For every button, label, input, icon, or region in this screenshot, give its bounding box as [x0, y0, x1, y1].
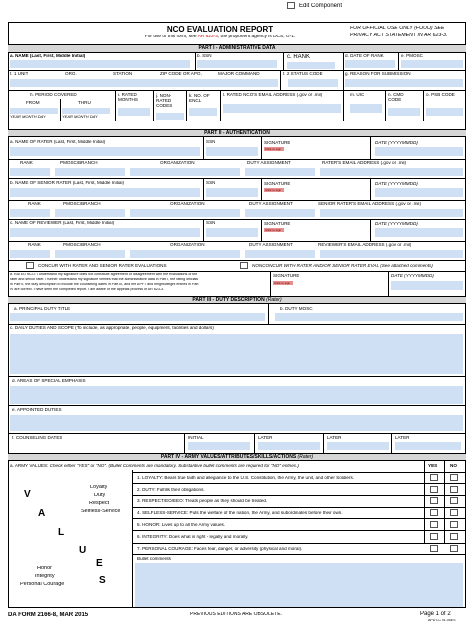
- loyalty-no-checkbox[interactable]: [450, 474, 458, 481]
- value-item-honor: 5. HONOR: Lives up to all the Army values.: [137, 523, 226, 527]
- integrity-yes-checkbox[interactable]: [430, 533, 438, 540]
- value-item-selfless: 4. SELFLESS-SERVICE: Puts the welfare of the nation, the Army, and subordinates before their own.: [137, 511, 343, 515]
- cmd-code-label: n. CMD CODE: [388, 93, 404, 102]
- reviewer-date-field[interactable]: [375, 228, 463, 237]
- value-item-duty: 2. DUTY: Fulfills their obligations.: [137, 488, 205, 492]
- status-code-label: f. 2 STATUS CODE: [283, 72, 323, 76]
- senior-duty-field[interactable]: [245, 209, 315, 217]
- duty-no-checkbox[interactable]: [450, 486, 458, 493]
- integrity-no-checkbox[interactable]: [450, 533, 458, 540]
- reviewer-rank-field[interactable]: [10, 250, 50, 258]
- duty-mosc-field[interactable]: [275, 313, 463, 321]
- rated-email-field[interactable]: [223, 104, 341, 113]
- later-label-2: LATER: [327, 436, 342, 440]
- zip-label: ZIP CODE OR APO,: [160, 72, 202, 76]
- name-label: a. NAME (Last, First, Middle Initial): [10, 54, 86, 58]
- part2-header: PART II - AUTHENTICATION: [8, 129, 466, 137]
- emphasis-label: d. AREAS OF SPECIAL EMPHASIS: [12, 379, 86, 383]
- reviewer-ssn-field[interactable]: [206, 228, 258, 237]
- duty-title-field[interactable]: [10, 313, 265, 321]
- rated-name-field[interactable]: [10, 60, 190, 68]
- values-letter-u: U: [79, 545, 87, 556]
- appointed-label: e. APPOINTED DUTIES: [12, 408, 62, 412]
- rater-name-label: a. NAME OF RATER (Last, First, Middle Initial): [10, 140, 106, 144]
- duty-word: Duty: [94, 493, 106, 498]
- reviewer-date-label: DATE (YYYYMMDD): [375, 222, 418, 226]
- courage-word: Personal Courage: [20, 582, 65, 587]
- form-number: DA FORM 2166-8, MAR 2015: [8, 612, 89, 618]
- senior-org-label: ORGANIZATION: [170, 202, 205, 206]
- part1-header: PART I - ADMINISTRATIVE DATA: [8, 44, 466, 52]
- reason-label: g. REASON FOR SUBMISSION: [345, 72, 411, 76]
- major-command-label: MAJOR COMMAND: [218, 72, 260, 76]
- rated-months-field[interactable]: [118, 108, 150, 116]
- integrity-word: Integrity: [35, 574, 55, 579]
- station-label: STATION: [113, 72, 133, 76]
- rank-field[interactable]: [287, 62, 335, 69]
- senior-signature-field[interactable]: Click to sign: [264, 188, 284, 192]
- rated-statement-line3: in Part II, the duty description to include the counseling dates in Part III, and the APFT and height/weight entries in Part: [10, 283, 199, 286]
- senior-email-field[interactable]: [320, 209, 463, 217]
- army-values-instruction: a. ARMY VALUES: Check either "YES" or "NO". (Bullet Comments are mandatory. Substantive bullet comments are required for "NO" entries.): [10, 464, 299, 468]
- reviewer-name-field[interactable]: [10, 228, 200, 237]
- value-item-loyalty: 1. LOYALTY: Bears true faith and allegiance to the U.S. Constitution, the Army, the unit, and other Soldiers.: [137, 476, 355, 480]
- reviewer-org-label: ORGANIZATION: [170, 243, 205, 247]
- date-of-rank-field[interactable]: [345, 60, 395, 68]
- part3-header: PART III - DUTY DESCRIPTION (Rater): [8, 296, 466, 304]
- rated-statement-line4: IV are correct. I have seen the completed report. I am aware of the appeals process of AR 623-3.: [10, 288, 165, 291]
- rated-signature-label: SIGNATURE: [273, 274, 300, 278]
- senior-email-label: SENIOR RATER'S EMAIL ADDRESS (.gov or .mil): [318, 202, 421, 206]
- rater-rank-label: RANK: [20, 161, 33, 165]
- rater-signature-field[interactable]: Click to sign: [264, 147, 284, 151]
- value-item-integrity: 6. INTEGRITY: Does what is right - legally and morally.: [137, 535, 249, 539]
- thru-format: YEAR MONTH DAY: [62, 115, 98, 119]
- rater-name-field[interactable]: [10, 147, 200, 156]
- honor-no-checkbox[interactable]: [450, 521, 458, 528]
- duty-mosc-label: b. DUTY MOSC: [280, 307, 313, 311]
- rater-org-label: ORGANIZATION: [160, 161, 195, 165]
- values-letter-l: L: [58, 527, 65, 538]
- loyalty-word: Loyalty: [90, 485, 108, 490]
- respect-no-checkbox[interactable]: [450, 497, 458, 504]
- scope-label: c. DAILY DUTIES AND SCOPE (To include, as appropriate, people, equipment, facilities and dollars): [10, 326, 214, 330]
- reviewer-pmosc-label: PMOSC/BRANCH: [63, 243, 101, 247]
- no-header: NO: [450, 464, 457, 468]
- selfless-word: Selfless-Service: [81, 509, 121, 514]
- reviewer-signature-label: SIGNATURE: [264, 222, 291, 226]
- duty-title-label: a. PRINCIPAL DUTY TITLE: [14, 307, 71, 311]
- rated-signature-field[interactable]: Click to sign: [273, 281, 293, 285]
- initial-date-field[interactable]: [188, 442, 250, 450]
- initial-label: INITIAL: [188, 436, 204, 440]
- senior-date-label: DATE (YYYYMMDD): [375, 182, 418, 186]
- rater-date-label: DATE (YYYYMMDD): [375, 141, 418, 145]
- later-date-field-3[interactable]: [395, 442, 461, 450]
- nonrated-codes-label: j. NON- RATED CODES: [156, 93, 173, 109]
- reviewer-email-label: REVIEWER'S EMAIL ADDRESS (.gov or .mil): [318, 243, 412, 247]
- senior-rank-label: RANK: [28, 202, 41, 206]
- reviewer-signature-field[interactable]: Click to sign: [264, 228, 284, 232]
- nonconcur-label: NONCONCUR WITH RATER AND/OR SENIOR RATER EVAL (See attached comments): [252, 264, 433, 268]
- loyalty-yes-checkbox[interactable]: [430, 474, 438, 481]
- counseling-label: f. COUNSELING DATES: [12, 436, 63, 440]
- later-label-1: LATER: [258, 436, 273, 440]
- rater-pmosc-field[interactable]: [55, 168, 125, 176]
- nonconcur-checkbox[interactable]: [240, 262, 248, 269]
- respect-word: Respect: [89, 501, 110, 506]
- senior-ssn-label: SSN: [206, 181, 216, 185]
- values-letter-e: E: [96, 558, 103, 569]
- ssn-label: b. SSN: [197, 54, 212, 58]
- honor-yes-checkbox[interactable]: [430, 521, 438, 528]
- courage-no-checkbox[interactable]: [450, 545, 458, 552]
- psb-code-label: o. PSB CODE: [426, 93, 455, 97]
- senior-rank-field[interactable]: [10, 209, 50, 217]
- senior-pmosc-field[interactable]: [55, 209, 125, 217]
- rater-signature-label: SIGNATURE: [264, 141, 291, 145]
- values-letter-s: S: [99, 575, 106, 586]
- unit-label: f. 1 UNIT: [10, 72, 29, 76]
- later-date-field-2[interactable]: [327, 442, 389, 450]
- senior-name-field[interactable]: [10, 188, 200, 197]
- reviewer-pmosc-field[interactable]: [55, 250, 125, 258]
- senior-pmosc-label: PMOSC/BRANCH: [63, 202, 101, 206]
- pmosc-label: e. PMOSC: [401, 54, 423, 58]
- rater-date-field[interactable]: [375, 147, 463, 156]
- part4-header: PART IV - ARMY VALUES/ATTRIBUTES/SKILLS/ACTIONS (Rater): [8, 453, 466, 461]
- rated-date-field[interactable]: [391, 281, 463, 290]
- official-use-line2: PRIVACY ACT STATEMENT IN AR 623-3.: [350, 33, 448, 38]
- respect-yes-checkbox[interactable]: [430, 497, 438, 504]
- page-number: Page 1 of 2: [420, 611, 451, 617]
- courage-yes-checkbox[interactable]: [430, 545, 438, 552]
- honor-word: Honor: [37, 566, 52, 571]
- yes-header: YES: [428, 464, 438, 468]
- cmd-code-field[interactable]: [388, 108, 420, 116]
- duty-yes-checkbox[interactable]: [430, 486, 438, 493]
- rank-label: c. RANK: [287, 54, 311, 60]
- reviewer-rank-label: RANK: [28, 243, 41, 247]
- from-field[interactable]: [10, 108, 58, 114]
- nonrated-codes-field[interactable]: [156, 113, 184, 120]
- thru-label: THRU: [78, 101, 91, 105]
- appointed-field[interactable]: [10, 415, 463, 431]
- uic-field[interactable]: [350, 104, 382, 113]
- rater-pmosc-label: PMOSC/BRANCH: [60, 161, 98, 165]
- rated-statement-line2: rater and senior rater. I further understand my signature verifies that the administrative data in Part I, the rating officials: [10, 278, 199, 281]
- rated-email-label: l. RATED NCO'S EMAIL ADDRESS (.gov or .mil): [223, 93, 323, 97]
- scope-field[interactable]: [10, 334, 463, 374]
- value-item-respect: 3. RESPECT/EO/EEO: Treats people as they should be treated.: [137, 499, 268, 503]
- concur-label: CONCUR WITH RATER AND SENIOR RATER EVALUATIONS: [38, 264, 167, 268]
- later-label-3: LATER: [395, 436, 410, 440]
- version-label: APD LC v1.05ES: [428, 619, 456, 622]
- reviewer-name-label: c. NAME OF REVIEWER (Last, First, Middle Initial): [10, 221, 115, 225]
- reviewer-org-field[interactable]: [130, 250, 240, 258]
- psb-code-field[interactable]: [426, 108, 463, 116]
- form-title: NCO EVALUATION REPORT: [166, 25, 274, 34]
- thru-field[interactable]: [62, 108, 110, 114]
- encl-field[interactable]: [189, 108, 217, 116]
- unit-field[interactable]: [10, 79, 278, 87]
- rater-ssn-label: SSN: [206, 140, 216, 144]
- senior-date-field[interactable]: [375, 188, 463, 197]
- rater-duty-label: DUTY ASSIGNMENT: [247, 161, 291, 165]
- reviewer-ssn-label: SSN: [206, 221, 216, 225]
- rater-ssn-field[interactable]: [206, 147, 258, 156]
- senior-duty-label: DUTY ASSIGNMENT: [249, 202, 293, 206]
- rater-duty-field[interactable]: [245, 168, 315, 176]
- rater-org-field[interactable]: [130, 168, 240, 176]
- form-subtitle: For use of this form, see AR 623-3; the proponent agency is DCS, G-1.: [144, 35, 296, 39]
- pmosc-field[interactable]: [401, 60, 463, 68]
- reviewer-email-field[interactable]: [320, 250, 463, 258]
- rater-email-label: RATER'S EMAIL ADDRESS (.gov or .mil): [322, 161, 407, 165]
- reason-field[interactable]: [345, 79, 463, 87]
- rated-date-label: DATE (YYYYMMDD): [391, 274, 434, 278]
- reviewer-duty-field[interactable]: [245, 250, 315, 258]
- date-of-rank-label: d. DATE OF RANK: [345, 54, 384, 58]
- edit-component-label: Edit Component: [299, 3, 343, 9]
- senior-name-label: b. NAME OF SENIOR RATER (Last, First, Middle Initial): [10, 181, 125, 185]
- period-label: h. PERIOD COVERED: [30, 93, 77, 97]
- rated-months-label: i. RATED MONTHS: [118, 93, 138, 102]
- values-letter-v: V: [24, 489, 31, 500]
- edit-component-checkbox[interactable]: [287, 2, 295, 9]
- rater-email-field[interactable]: [320, 168, 463, 176]
- from-format: YEAR MONTH DAY: [10, 115, 46, 119]
- senior-org-field[interactable]: [130, 209, 240, 217]
- emphasis-field[interactable]: [10, 386, 463, 404]
- obsolete-notice: PREVIOUS EDITIONS ARE OBSOLETE.: [190, 612, 282, 617]
- from-label: FROM: [26, 101, 40, 105]
- value-item-courage: 7. PERSONAL COURAGE: Faces fear, danger, or adversity (physical and moral).: [137, 547, 303, 551]
- senior-signature-label: SIGNATURE: [264, 182, 291, 186]
- uic-label: m. UIC: [350, 93, 365, 97]
- status-code-field[interactable]: [288, 79, 338, 87]
- org-label: ORG.: [65, 72, 77, 76]
- bullet-comments-label: Bullet comments: [137, 557, 171, 561]
- senior-ssn-field[interactable]: [206, 188, 258, 197]
- reviewer-duty-label: DUTY ASSIGNMENT: [249, 243, 293, 247]
- selfless-no-checkbox[interactable]: [450, 509, 458, 516]
- values-letter-a: A: [38, 508, 46, 519]
- rated-statement-line1: d. RATED NCO: I understand my signature does not constitute agreement or disagreement with the evaluations of the: [10, 273, 198, 276]
- bullet-comments-field[interactable]: [135, 563, 463, 607]
- rater-rank-field[interactable]: [10, 168, 50, 176]
- concur-checkbox[interactable]: [26, 262, 34, 269]
- selfless-yes-checkbox[interactable]: [430, 509, 438, 516]
- official-use-line1: FOR OFFICIAL USE ONLY (FOUO) SEE: [350, 26, 445, 31]
- later-date-field-1[interactable]: [258, 442, 320, 450]
- ssn-field[interactable]: [197, 60, 277, 68]
- encl-label: k. NO. OF ENCL: [189, 93, 210, 104]
